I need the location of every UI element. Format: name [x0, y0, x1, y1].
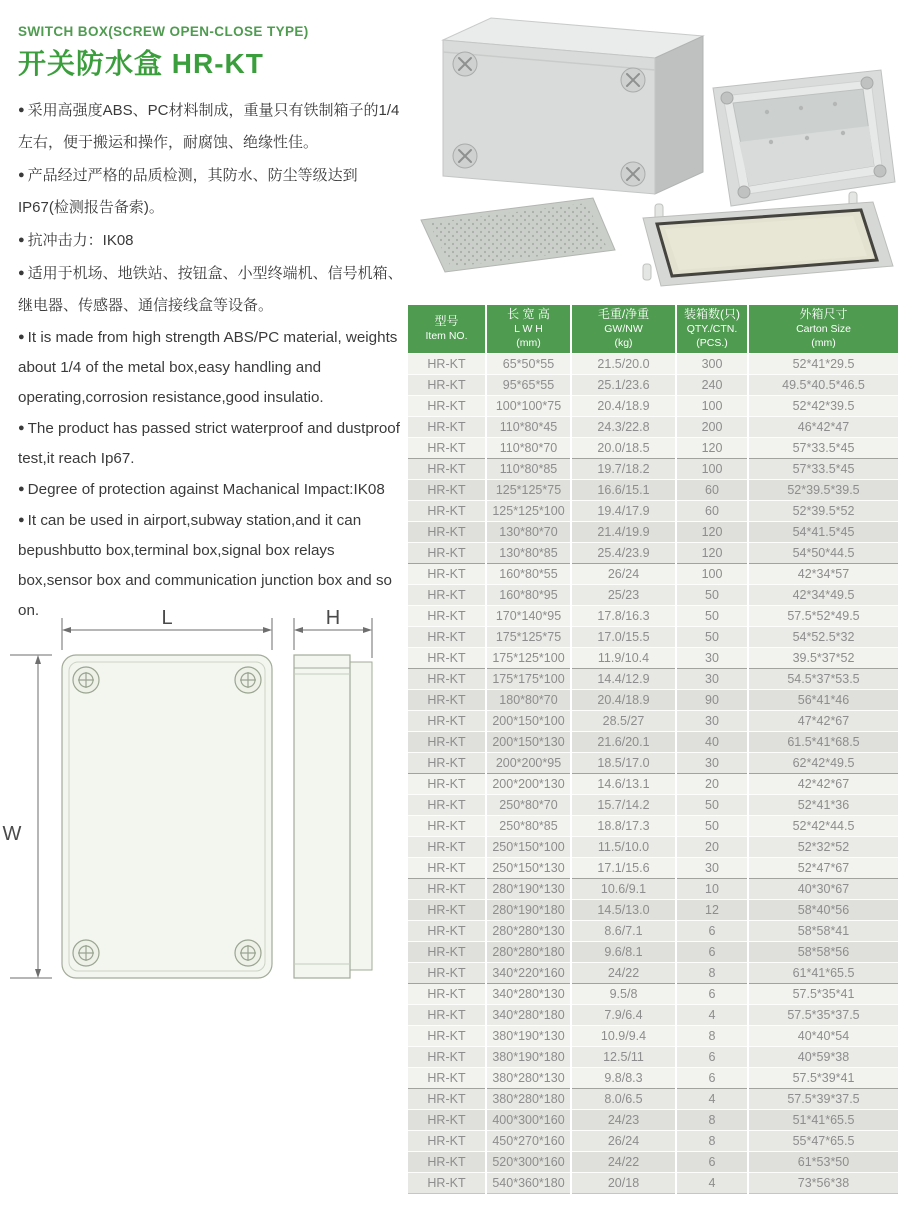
- table-row: [408, 647, 898, 668]
- table-cell: 20.4/18.9: [571, 395, 676, 416]
- column-header: 毛重/净重 GW/NW (kg): [571, 305, 676, 353]
- table-cell: 57.5*39*37.5: [748, 1088, 898, 1109]
- table-cell: 12: [676, 899, 748, 920]
- table-cell: 160*80*55: [486, 563, 571, 584]
- table-cell: 18.5/17.0: [571, 752, 676, 773]
- table-cell: 17.0/15.5: [571, 626, 676, 647]
- table-cell: 40*40*54: [748, 1025, 898, 1046]
- table-row: [408, 668, 898, 689]
- table-cell: 50: [676, 626, 748, 647]
- table-cell: 30: [676, 647, 748, 668]
- table-cell: 24.3/22.8: [571, 416, 676, 437]
- table-cell: 7.9/6.4: [571, 1004, 676, 1025]
- bullet-item: ● 适用于机场、地铁站、按钮盒、小型终端机、信号机箱、继电器、传感器、通信接线盒等设备。: [18, 257, 404, 322]
- table-cell: 6: [676, 1046, 748, 1067]
- spec-table-body: [408, 353, 898, 1193]
- table-cell: 520*300*160: [486, 1151, 571, 1172]
- table-cell: HR-KT: [408, 962, 486, 983]
- table-cell: 52*41*36: [748, 794, 898, 815]
- product-photos: [403, 2, 897, 298]
- table-cell: 30: [676, 752, 748, 773]
- table-cell: 120: [676, 437, 748, 458]
- table-cell: 130*80*85: [486, 542, 571, 563]
- table-cell: 47*42*67: [748, 710, 898, 731]
- table-row: [408, 773, 898, 794]
- table-cell: 380*280*130: [486, 1067, 571, 1088]
- table-cell: 4: [676, 1088, 748, 1109]
- table-row: [408, 920, 898, 941]
- spec-table: [408, 305, 898, 1194]
- table-cell: 52*47*67: [748, 857, 898, 878]
- table-cell: 110*80*85: [486, 458, 571, 479]
- table-row: [408, 1172, 898, 1193]
- table-cell: 15.7/14.2: [571, 794, 676, 815]
- table-cell: 60: [676, 479, 748, 500]
- table-row: [408, 500, 898, 521]
- left-column: [18, 24, 404, 626]
- table-cell: HR-KT: [408, 731, 486, 752]
- table-cell: 6: [676, 920, 748, 941]
- table-cell: 73*56*38: [748, 1172, 898, 1193]
- table-cell: 52*41*29.5: [748, 353, 898, 374]
- table-cell: 62*42*49.5: [748, 752, 898, 773]
- table-cell: 4: [676, 1004, 748, 1025]
- table-row: [408, 563, 898, 584]
- bullets-cn: [18, 94, 404, 322]
- table-cell: 57.5*39*41: [748, 1067, 898, 1088]
- table-row: [408, 416, 898, 437]
- table-cell: HR-KT: [408, 626, 486, 647]
- table-cell: 120: [676, 542, 748, 563]
- table-cell: 340*220*160: [486, 962, 571, 983]
- table-cell: 39.5*37*52: [748, 647, 898, 668]
- table-cell: 25.1/23.6: [571, 374, 676, 395]
- table-cell: 58*58*41: [748, 920, 898, 941]
- table-cell: 100: [676, 458, 748, 479]
- table-row: [408, 605, 898, 626]
- table-cell: 58*58*56: [748, 941, 898, 962]
- table-cell: HR-KT: [408, 521, 486, 542]
- table-row: [408, 836, 898, 857]
- table-cell: HR-KT: [408, 1046, 486, 1067]
- table-cell: 14.5/13.0: [571, 899, 676, 920]
- table-cell: 125*125*75: [486, 479, 571, 500]
- table-row: [408, 899, 898, 920]
- table-cell: HR-KT: [408, 899, 486, 920]
- bullet-item: ● 抗冲击力：IK08: [18, 224, 404, 257]
- table-row: [408, 1130, 898, 1151]
- table-cell: 20.4/18.9: [571, 689, 676, 710]
- table-cell: 6: [676, 941, 748, 962]
- table-cell: HR-KT: [408, 353, 486, 374]
- table-row: [408, 1088, 898, 1109]
- table-cell: 450*270*160: [486, 1130, 571, 1151]
- table-cell: 6: [676, 1067, 748, 1088]
- table-cell: 58*40*56: [748, 899, 898, 920]
- page-title-en: SWITCH BOX(SCREW OPEN-CLOSE TYPE): [18, 24, 309, 39]
- table-cell: 380*190*180: [486, 1046, 571, 1067]
- table-cell: 30: [676, 668, 748, 689]
- table-cell: 200*150*130: [486, 731, 571, 752]
- table-cell: 9.8/8.3: [571, 1067, 676, 1088]
- table-cell: 11.9/10.4: [571, 647, 676, 668]
- table-cell: 280*280*180: [486, 941, 571, 962]
- column-header: 装箱数(只) QTY./CTN. (PCS.): [676, 305, 748, 353]
- table-cell: 280*190*180: [486, 899, 571, 920]
- table-row: [408, 458, 898, 479]
- table-cell: 24/23: [571, 1109, 676, 1130]
- table-cell: 14.4/12.9: [571, 668, 676, 689]
- table-row: [408, 353, 898, 374]
- table-cell: 11.5/10.0: [571, 836, 676, 857]
- table-cell: 340*280*130: [486, 983, 571, 1004]
- table-cell: 25/23: [571, 584, 676, 605]
- column-header: 长 宽 高 L W H (mm): [486, 305, 571, 353]
- table-cell: 100: [676, 563, 748, 584]
- table-cell: 19.7/18.2: [571, 458, 676, 479]
- dimension-h: [294, 607, 372, 658]
- table-cell: 55*47*65.5: [748, 1130, 898, 1151]
- table-cell: 100: [676, 395, 748, 416]
- table-cell: HR-KT: [408, 1004, 486, 1025]
- table-cell: 18.8/17.3: [571, 815, 676, 836]
- table-cell: HR-KT: [408, 374, 486, 395]
- bullet-item: ● 采用高强度ABS、PC材料制成，重量只有铁制箱子的1/4左右，便于搬运和操作，耐腐蚀、绝缘性佳。: [18, 94, 404, 159]
- table-cell: HR-KT: [408, 920, 486, 941]
- table-cell: 16.6/15.1: [571, 479, 676, 500]
- table-cell: 25.4/23.9: [571, 542, 676, 563]
- table-cell: 250*150*130: [486, 857, 571, 878]
- table-cell: 10: [676, 878, 748, 899]
- table-cell: 380*280*180: [486, 1088, 571, 1109]
- table-cell: HR-KT: [408, 773, 486, 794]
- table-cell: 250*80*70: [486, 794, 571, 815]
- table-cell: 42*34*49.5: [748, 584, 898, 605]
- table-cell: HR-KT: [408, 689, 486, 710]
- product-photo-mounting-plate: [421, 198, 615, 272]
- drawing-front-view: [62, 655, 272, 978]
- table-cell: HR-KT: [408, 1109, 486, 1130]
- header-row: [408, 305, 898, 353]
- dimension-w: [3, 655, 52, 978]
- table-cell: 125*125*100: [486, 500, 571, 521]
- table-cell: 110*80*45: [486, 416, 571, 437]
- table-cell: HR-KT: [408, 1130, 486, 1151]
- table-cell: 175*125*75: [486, 626, 571, 647]
- table-cell: 9.5/8: [571, 983, 676, 1004]
- table-cell: 54*52.5*32: [748, 626, 898, 647]
- table-cell: HR-KT: [408, 416, 486, 437]
- bullet-item: ● The product has passed strict waterproof and dustproof test,it reach Ip67.: [18, 413, 404, 474]
- table-cell: 250*80*85: [486, 815, 571, 836]
- table-cell: 20: [676, 773, 748, 794]
- table-cell: HR-KT: [408, 878, 486, 899]
- product-photo-closed-box: [443, 18, 703, 194]
- table-cell: 10.9/9.4: [571, 1025, 676, 1046]
- table-cell: HR-KT: [408, 1067, 486, 1088]
- table-cell: 28.5/27: [571, 710, 676, 731]
- table-cell: 9.6/8.1: [571, 941, 676, 962]
- table-cell: 10.6/9.1: [571, 878, 676, 899]
- table-row: [408, 1109, 898, 1130]
- table-cell: 14.6/13.1: [571, 773, 676, 794]
- table-row: [408, 374, 898, 395]
- product-photo-lid: [643, 192, 893, 286]
- table-cell: 50: [676, 815, 748, 836]
- table-cell: 380*190*130: [486, 1025, 571, 1046]
- table-cell: HR-KT: [408, 710, 486, 731]
- table-cell: 300: [676, 353, 748, 374]
- table-cell: 280*190*130: [486, 878, 571, 899]
- table-row: [408, 479, 898, 500]
- table-cell: HR-KT: [408, 605, 486, 626]
- table-row: [408, 752, 898, 773]
- table-cell: 61*41*65.5: [748, 962, 898, 983]
- table-cell: 30: [676, 710, 748, 731]
- table-cell: 57*33.5*45: [748, 437, 898, 458]
- table-cell: 50: [676, 584, 748, 605]
- table-cell: 56*41*46: [748, 689, 898, 710]
- drawing-side-view: [294, 655, 372, 978]
- table-cell: 8.0/6.5: [571, 1088, 676, 1109]
- bullets-en: [18, 322, 404, 626]
- table-cell: 200: [676, 416, 748, 437]
- table-cell: 280*280*130: [486, 920, 571, 941]
- table-cell: 100*100*75: [486, 395, 571, 416]
- table-cell: 57.5*35*41: [748, 983, 898, 1004]
- table-cell: 120: [676, 521, 748, 542]
- dimension-l: [62, 607, 272, 650]
- table-cell: HR-KT: [408, 1025, 486, 1046]
- table-row: [408, 710, 898, 731]
- table-cell: 6: [676, 1151, 748, 1172]
- table-row: [408, 794, 898, 815]
- table-cell: 60: [676, 500, 748, 521]
- table-cell: 24/22: [571, 1151, 676, 1172]
- table-cell: 4: [676, 1172, 748, 1193]
- table-cell: HR-KT: [408, 1151, 486, 1172]
- dimension-label-l: L: [161, 607, 173, 629]
- table-row: [408, 689, 898, 710]
- dimension-label-h: H: [325, 607, 341, 629]
- dimension-drawing: [0, 598, 400, 1030]
- table-cell: HR-KT: [408, 584, 486, 605]
- table-cell: 49.5*40.5*46.5: [748, 374, 898, 395]
- table-cell: 52*39.5*39.5: [748, 479, 898, 500]
- table-row: [408, 437, 898, 458]
- table-cell: 160*80*95: [486, 584, 571, 605]
- table-cell: 46*42*47: [748, 416, 898, 437]
- table-cell: HR-KT: [408, 983, 486, 1004]
- table-cell: 17.1/15.6: [571, 857, 676, 878]
- table-cell: HR-KT: [408, 395, 486, 416]
- table-cell: HR-KT: [408, 857, 486, 878]
- table-row: [408, 857, 898, 878]
- table-cell: HR-KT: [408, 542, 486, 563]
- table-cell: HR-KT: [408, 752, 486, 773]
- table-cell: 21.4/19.9: [571, 521, 676, 542]
- table-cell: 54*50*44.5: [748, 542, 898, 563]
- table-cell: 20/18: [571, 1172, 676, 1193]
- table-cell: 240: [676, 374, 748, 395]
- bullet-item: ● It is made from high strength ABS/PC material, weights about 1/4 of the metal box,easy handling and operating,corrosion resistance,good insulatio.: [18, 322, 404, 413]
- table-cell: 340*280*180: [486, 1004, 571, 1025]
- table-cell: 40*30*67: [748, 878, 898, 899]
- table-row: [408, 584, 898, 605]
- table-cell: HR-KT: [408, 647, 486, 668]
- table-row: [408, 878, 898, 899]
- table-cell: 42*34*57: [748, 563, 898, 584]
- table-row: [408, 941, 898, 962]
- table-cell: 24/22: [571, 962, 676, 983]
- table-cell: 54.5*37*53.5: [748, 668, 898, 689]
- dimension-label-w: W: [2, 823, 22, 845]
- bullet-item: ● 产品经过严格的品质检测，其防水、防尘等级达到IP67(检测报告备索)。: [18, 159, 404, 224]
- table-cell: 8: [676, 1025, 748, 1046]
- product-photo-open-box: [713, 70, 895, 206]
- bullet-item: ● Degree of protection against Machanical Impact:IK08: [18, 474, 404, 505]
- table-cell: 20.0/18.5: [571, 437, 676, 458]
- table-cell: 130*80*70: [486, 521, 571, 542]
- table-cell: 175*125*100: [486, 647, 571, 668]
- table-cell: 52*42*39.5: [748, 395, 898, 416]
- table-cell: HR-KT: [408, 941, 486, 962]
- table-cell: 61.5*41*68.5: [748, 731, 898, 752]
- table-cell: 57.5*35*37.5: [748, 1004, 898, 1025]
- table-cell: 90: [676, 689, 748, 710]
- table-cell: HR-KT: [408, 794, 486, 815]
- table-cell: 61*53*50: [748, 1151, 898, 1172]
- table-row: [408, 1046, 898, 1067]
- bullet-item: ● It can be used in airport,subway station,and it can bepushbutto box,terminal box,signal box relays box,sensor box and communication junction box and so on.: [18, 505, 404, 626]
- table-cell: 57*33.5*45: [748, 458, 898, 479]
- table-cell: 50: [676, 605, 748, 626]
- table-cell: 52*39.5*52: [748, 500, 898, 521]
- table-cell: HR-KT: [408, 437, 486, 458]
- table-row: [408, 731, 898, 752]
- table-cell: 6: [676, 983, 748, 1004]
- table-cell: 20: [676, 836, 748, 857]
- table-cell: 8: [676, 962, 748, 983]
- table-cell: HR-KT: [408, 1088, 486, 1109]
- table-cell: 200*200*95: [486, 752, 571, 773]
- table-cell: 17.8/16.3: [571, 605, 676, 626]
- table-cell: 40: [676, 731, 748, 752]
- table-cell: 26/24: [571, 1130, 676, 1151]
- table-cell: 51*41*65.5: [748, 1109, 898, 1130]
- table-row: [408, 815, 898, 836]
- table-cell: 30: [676, 857, 748, 878]
- table-cell: HR-KT: [408, 458, 486, 479]
- table-cell: 21.6/20.1: [571, 731, 676, 752]
- table-cell: 19.4/17.9: [571, 500, 676, 521]
- table-cell: 40*59*38: [748, 1046, 898, 1067]
- column-header: 外箱尺寸 Carton Size (mm): [748, 305, 898, 353]
- table-cell: 57.5*52*49.5: [748, 605, 898, 626]
- table-cell: 95*65*55: [486, 374, 571, 395]
- table-row: [408, 1025, 898, 1046]
- table-cell: 50: [676, 794, 748, 815]
- table-cell: HR-KT: [408, 563, 486, 584]
- table-cell: 250*150*100: [486, 836, 571, 857]
- table-cell: 54*41.5*45: [748, 521, 898, 542]
- table-row: [408, 521, 898, 542]
- table-row: [408, 542, 898, 563]
- table-cell: 110*80*70: [486, 437, 571, 458]
- table-cell: 400*300*160: [486, 1109, 571, 1130]
- table-cell: 540*360*180: [486, 1172, 571, 1193]
- table-cell: 170*140*95: [486, 605, 571, 626]
- table-cell: 200*150*100: [486, 710, 571, 731]
- table-row: [408, 1067, 898, 1088]
- table-cell: 175*175*100: [486, 668, 571, 689]
- table-cell: HR-KT: [408, 836, 486, 857]
- table-cell: 8.6/7.1: [571, 920, 676, 941]
- table-row: [408, 395, 898, 416]
- table-cell: 65*50*55: [486, 353, 571, 374]
- table-cell: 52*32*52: [748, 836, 898, 857]
- table-cell: HR-KT: [408, 479, 486, 500]
- table-cell: 21.5/20.0: [571, 353, 676, 374]
- table-row: [408, 962, 898, 983]
- table-cell: HR-KT: [408, 668, 486, 689]
- table-cell: HR-KT: [408, 500, 486, 521]
- table-cell: 52*42*44.5: [748, 815, 898, 836]
- page-title-cn: 开关防水盒 HR-KT: [18, 48, 264, 79]
- table-row: [408, 626, 898, 647]
- table-cell: 200*200*130: [486, 773, 571, 794]
- table-row: [408, 983, 898, 1004]
- table-cell: 8: [676, 1130, 748, 1151]
- table-row: [408, 1151, 898, 1172]
- table-cell: 180*80*70: [486, 689, 571, 710]
- table-row: [408, 1004, 898, 1025]
- table-cell: 42*42*67: [748, 773, 898, 794]
- table-cell: 12.5/11: [571, 1046, 676, 1067]
- table-cell: HR-KT: [408, 815, 486, 836]
- table-cell: 26/24: [571, 563, 676, 584]
- column-header: 型号 Item NO.: [408, 305, 486, 353]
- table-cell: HR-KT: [408, 1172, 486, 1193]
- table-cell: 8: [676, 1109, 748, 1130]
